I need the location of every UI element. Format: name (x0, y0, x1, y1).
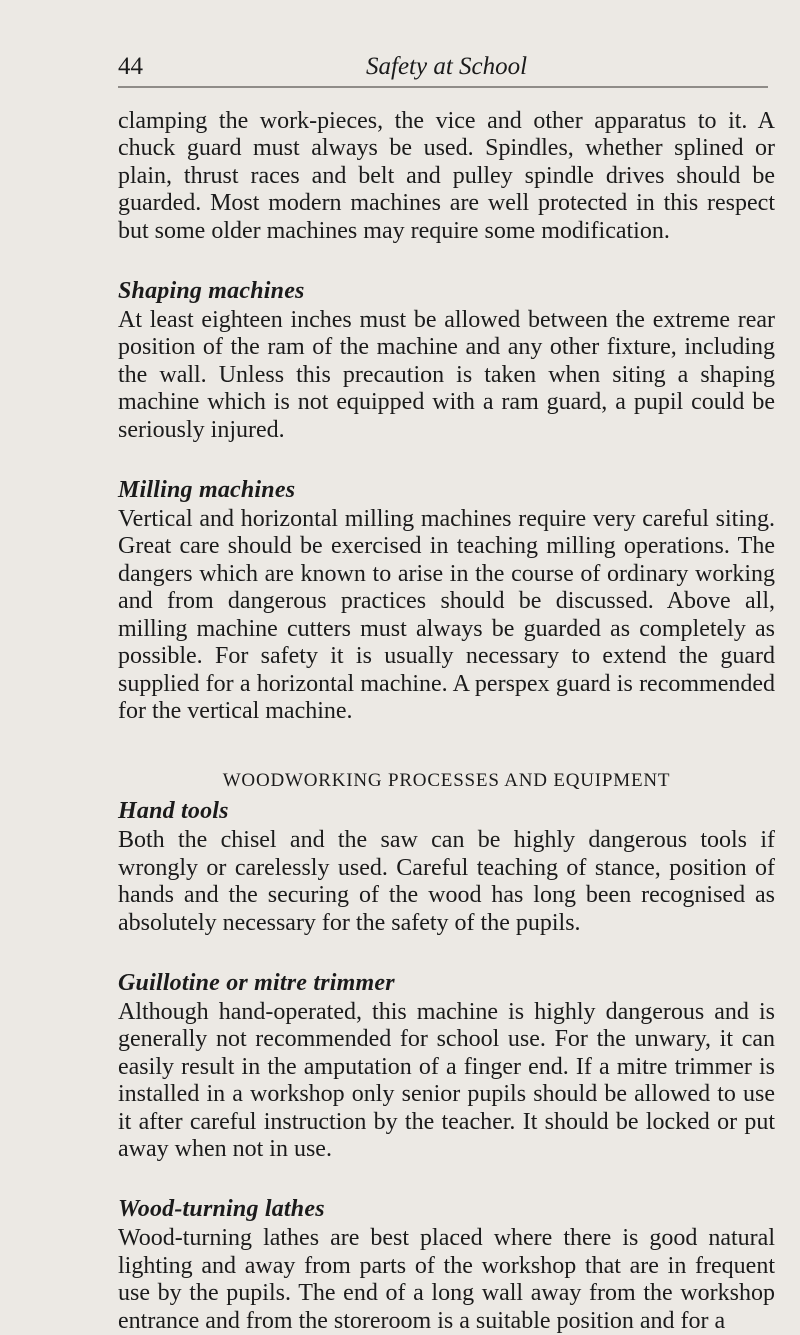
section-heading: Wood-turning lathes (118, 1196, 325, 1223)
hand-tools-section (118, 795, 775, 937)
body-paragraph: At least eighteen inches must be allowed between the extreme rear position of the ram of the machine and any other fixture, including the wall. Unless this precaution is taken when siting a shaping machine which is not equipped with a ram guard, a pupil could be seriously injured. (118, 307, 775, 443)
section-heading: Guillotine or mitre trimmer (118, 969, 395, 996)
wood-turning-lathes-section (118, 1193, 775, 1335)
page-number: 44 (118, 53, 143, 80)
continued-text-section (118, 108, 775, 245)
section-heading: Milling machines (118, 477, 296, 504)
body-paragraph: Wood-turning lathes are best placed where there is good natural lighting and away from parts of the workshop that are in frequent use by the pupils. The end of a long wall away from the workshop entrance and from the storeroom is a suitable position and for a (118, 1225, 775, 1334)
running-head (118, 50, 768, 88)
body-paragraph: Both the chisel and the saw can be highly dangerous tools if wrongly or carelessly used. Careful teaching of stance, position of hands and the securing of the wood has long been recognised as absolutely necessary for the safety of the pupils. (118, 827, 775, 936)
body-paragraph: clamping the work-pieces, the vice and other apparatus to it. A chuck guard must always be used. Spindles, whether splined or plain, thrust races and belt and pulley spindle drives should be guarded. Most modern machines are well protected in this respect but some older machines may require some modification. (118, 108, 775, 244)
page-body (118, 108, 775, 1335)
milling-machines-section (118, 474, 775, 725)
body-paragraph: Although hand-operated, this machine is highly dangerous and is generally not recommended for school use. For the unwary, it can easily result in the amputation of a finger end. If a mitre trimmer is installed in a workshop only senior pupils should be allowed to use it after careful instruction by the teacher. It should be locked or put away when not in use. (118, 998, 775, 1162)
body-paragraph: Vertical and horizontal milling machines require very careful siting. Great care should be exercised in teaching milling operations. The dangers which are known to arise in the course of ordinary working and from dangerous practices should be discussed. Above all, milling machine cutters must always be guarded as completely as possible. For safety it is usually necessary to extend the guard supplied for a horizontal machine. A perspex guard is recommended for the vertical machine. (118, 506, 775, 724)
section-heading: Hand tools (118, 798, 229, 825)
guillotine-section (118, 967, 775, 1163)
shaping-machines-section (118, 275, 775, 444)
division-heading: WOODWORKING PROCESSES AND EQUIPMENT (222, 770, 671, 792)
running-title: Safety at School (366, 53, 528, 80)
section-heading: Shaping machines (118, 278, 305, 305)
header-rule (118, 86, 768, 88)
